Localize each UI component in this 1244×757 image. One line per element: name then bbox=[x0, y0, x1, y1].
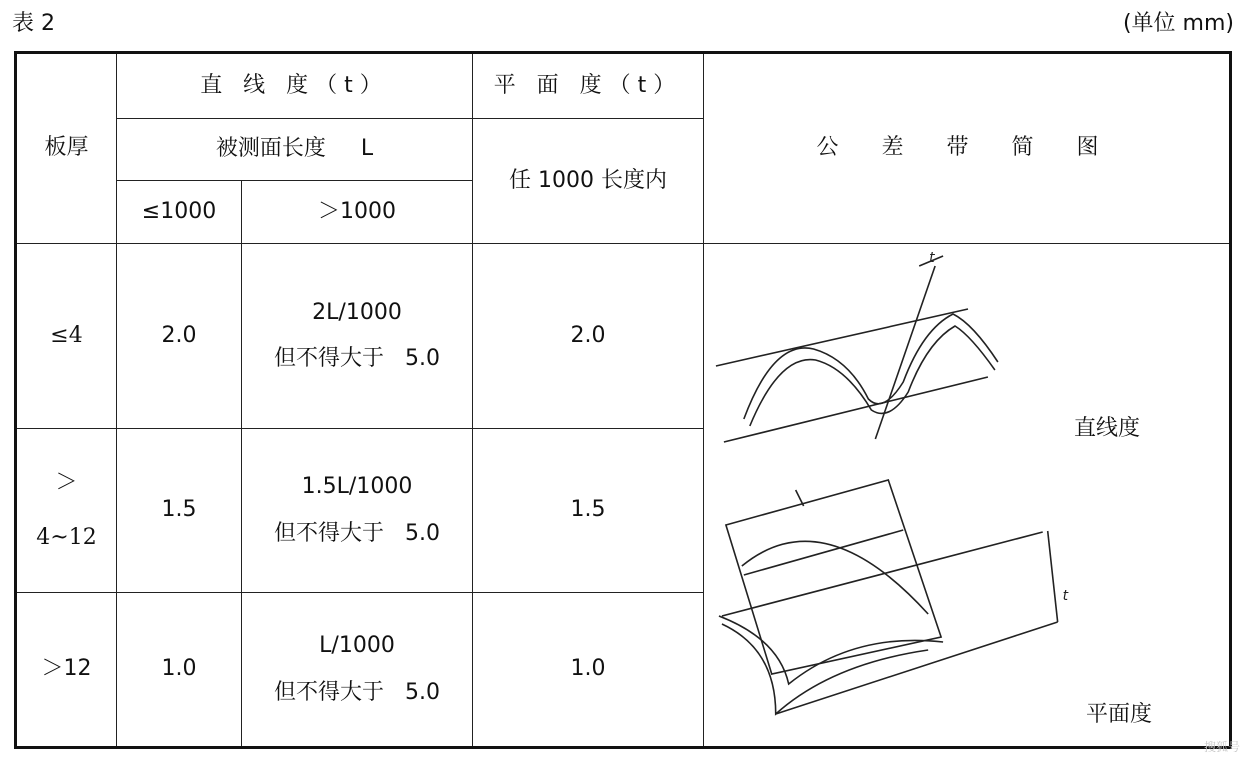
row3-thickness: ＞12 bbox=[16, 593, 117, 748]
row1-flatness: 2.0 bbox=[473, 244, 704, 429]
watermark: 搜狐号 bbox=[1203, 740, 1240, 754]
flatness-t-measure-line bbox=[1048, 531, 1058, 622]
flatness-lower-bound bbox=[776, 622, 1058, 714]
tolerance-zone-diagram bbox=[704, 244, 1231, 748]
header-flatness: 平 面 度（t） bbox=[473, 53, 704, 119]
header-gt-1000: ＞1000 bbox=[242, 181, 473, 244]
row2-formula: 1.5L/1000 bbox=[301, 474, 413, 500]
row3-flatness: 1.0 bbox=[473, 593, 704, 748]
flatness-curve-low bbox=[722, 624, 928, 714]
header-within-1000: 任 1000 长度内 bbox=[473, 119, 704, 244]
flatness-upper-bound bbox=[722, 532, 1043, 616]
tolerance-table bbox=[14, 51, 1232, 749]
header-diagram: 公 差 带 简 图 bbox=[704, 53, 1231, 244]
row1-straight-long bbox=[242, 244, 473, 429]
row1-thickness: ≤4 bbox=[16, 244, 117, 429]
table-number: 表 2 bbox=[12, 11, 55, 36]
flatness-upper-plane bbox=[726, 480, 941, 674]
table-row bbox=[16, 244, 1231, 429]
header-measured-length: 被测面长度 L bbox=[117, 119, 473, 181]
row3-straight-short: 1.0 bbox=[117, 593, 242, 748]
row1-straight-short: 2.0 bbox=[117, 244, 242, 429]
row2-straight-long bbox=[242, 429, 473, 593]
straightness-upper-line bbox=[716, 309, 968, 366]
header-straightness: 直 线 度（t） bbox=[117, 53, 473, 119]
row2-thickness-range: 4~12 bbox=[36, 524, 97, 550]
unit-label: (单位 mm) bbox=[1122, 11, 1234, 36]
row3-limit: 但不得大于 5.0 bbox=[274, 679, 440, 705]
straightness-t-symbol: t bbox=[929, 249, 935, 267]
row1-limit: 但不得大于 5.0 bbox=[274, 346, 440, 371]
diagram-svg bbox=[704, 244, 1229, 746]
straightness-wave-inner bbox=[750, 326, 995, 426]
row2-thickness bbox=[16, 429, 117, 593]
row3-straight-long bbox=[242, 593, 473, 748]
row3-formula: L/1000 bbox=[319, 633, 395, 659]
straightness-label: 直线度 bbox=[1074, 416, 1141, 441]
row2-flatness: 1.5 bbox=[473, 429, 704, 593]
flatness-plane-midline bbox=[744, 530, 903, 575]
row2-thickness-sign: ＞ bbox=[55, 470, 78, 496]
header-thickness: 板厚 bbox=[16, 53, 117, 244]
flatness-l-tick bbox=[796, 490, 804, 506]
header-le-1000: ≤1000 bbox=[117, 181, 242, 244]
row2-straight-short: 1.5 bbox=[117, 429, 242, 593]
flatness-label: 平面度 bbox=[1086, 702, 1153, 727]
flatness-t-symbol: t bbox=[1062, 587, 1069, 605]
row2-limit: 但不得大于 5.0 bbox=[274, 520, 440, 546]
straightness-t-measure-line bbox=[875, 266, 935, 439]
row1-formula: 2L/1000 bbox=[312, 299, 402, 325]
flatness-curve-mid bbox=[719, 616, 943, 684]
